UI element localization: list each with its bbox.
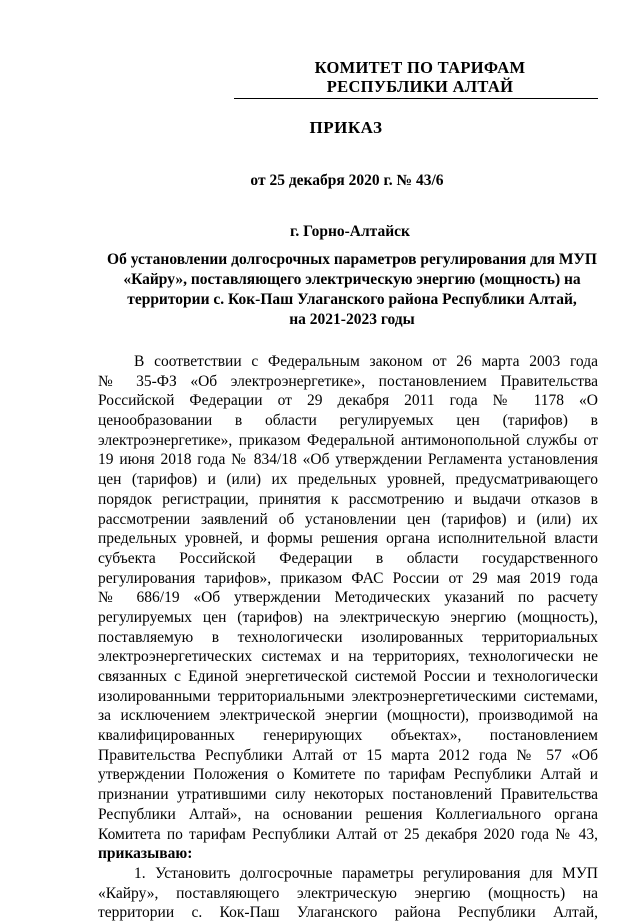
document-city: г. Горно-Алтайск xyxy=(290,223,410,240)
authority-name-line-1: КОМИТЕТ ПО ТАРИФАМ xyxy=(314,58,526,77)
preamble-line: связанных с Единой энергетической системой России и технологически xyxy=(98,668,598,685)
preamble-line: Российской Федерации от 29 декабря 2011 года № 1178 «О xyxy=(98,392,598,410)
preamble-line: электроэнергетических системах и на территориях, технологически не xyxy=(98,648,598,666)
title-line: территории с. Кок-Паш Улаганского района Республики Алтай, xyxy=(127,291,577,308)
document-title xyxy=(92,250,612,330)
preamble-line: № 35-ФЗ «Об электроэнергетике», постановлением Правительства xyxy=(98,372,598,390)
preamble-line: электроэнергетике», приказом Федеральной антимонопольной службы от xyxy=(98,431,598,449)
preamble-line: признании утратившими силу некоторых постановлений Правительства xyxy=(98,786,598,804)
order-word: приказываю: xyxy=(98,845,193,863)
issuing-authority xyxy=(224,58,616,96)
preamble-line: порядок регистрации, принятия к рассмотрению и выдачи отказов в xyxy=(98,490,598,508)
document-body xyxy=(98,352,598,923)
title-line: Об установлении долгосрочных параметров регулирования для МУП xyxy=(107,251,597,268)
preamble-line: регулируемых цен (тарифов) на электрическую энергию (мощность), xyxy=(98,608,598,626)
preamble-line: поставляемую в технологически изолированных территориальных xyxy=(98,628,598,646)
preamble-line: за исключением электрической энергии (мощности), производимой на xyxy=(98,707,598,725)
preamble-line: Правительства Республики Алтай от 15 марта 2012 года № 57 «Об xyxy=(98,746,598,764)
document-date-number: от 25 декабря 2020 г. № 43/6 xyxy=(250,172,444,189)
authority-name-line-2: РЕСПУБЛИКИ АЛТАЙ xyxy=(326,77,514,96)
preamble-line: В соответствии с Федеральным законом от 26 марта 2003 года xyxy=(134,353,598,370)
preamble-line: цен (тарифов) и (или) их предельных уровней, предусматривающего xyxy=(98,471,598,489)
preamble-line: Комитета по тарифам Республики Алтай от 25 декабря 2020 года № 43, xyxy=(98,825,598,843)
preamble-line: субъекта Российской Федерации в области государственного xyxy=(98,549,598,567)
preamble-line: изолированными территориальными электроэнергетическими системами, xyxy=(98,687,598,705)
title-line: «Кайру», поставляющего электрическую энергию (мощность) на xyxy=(123,271,581,288)
preamble-line: 19 июня 2018 года № 834/18 «Об утверждении Регламента установления xyxy=(98,451,598,469)
item-1-line: 1. Установить долгосрочные параметры регулирования для МУП xyxy=(134,864,598,882)
preamble-line: регулирования тарифов», приказом ФАС России от 29 мая 2019 года xyxy=(98,569,598,587)
document-type: ПРИКАЗ xyxy=(309,118,383,137)
preamble-line: ценообразовании в области регулируемых цен (тарифов) в xyxy=(98,412,598,430)
preamble-line: квалифицированных генерирующих объектах», постановлением xyxy=(98,727,598,745)
preamble-line: утверждении Положения о Комитете по тарифам Республики Алтай и xyxy=(98,766,598,784)
item-1-line: «Кайру», поставляющего электрическую энергию (мощность) на xyxy=(98,884,598,902)
preamble-line: Республики Алтай», на основании решения Коллегиального органа xyxy=(98,805,598,823)
preamble-line: рассмотрении заявлений об установлении цен (тарифов) и (или) их xyxy=(98,510,598,528)
preamble-line: предельных уровней, и формы решения органа исполнительной власти xyxy=(98,530,598,548)
title-line: на 2021-2023 годы xyxy=(289,311,415,328)
header-underline xyxy=(234,98,598,99)
item-1-line: территории с. Кок-Паш Улаганского района Республики Алтай, xyxy=(98,904,598,922)
preamble-line: № 686/19 «Об утверждении Методических указаний по расчету xyxy=(98,589,598,607)
